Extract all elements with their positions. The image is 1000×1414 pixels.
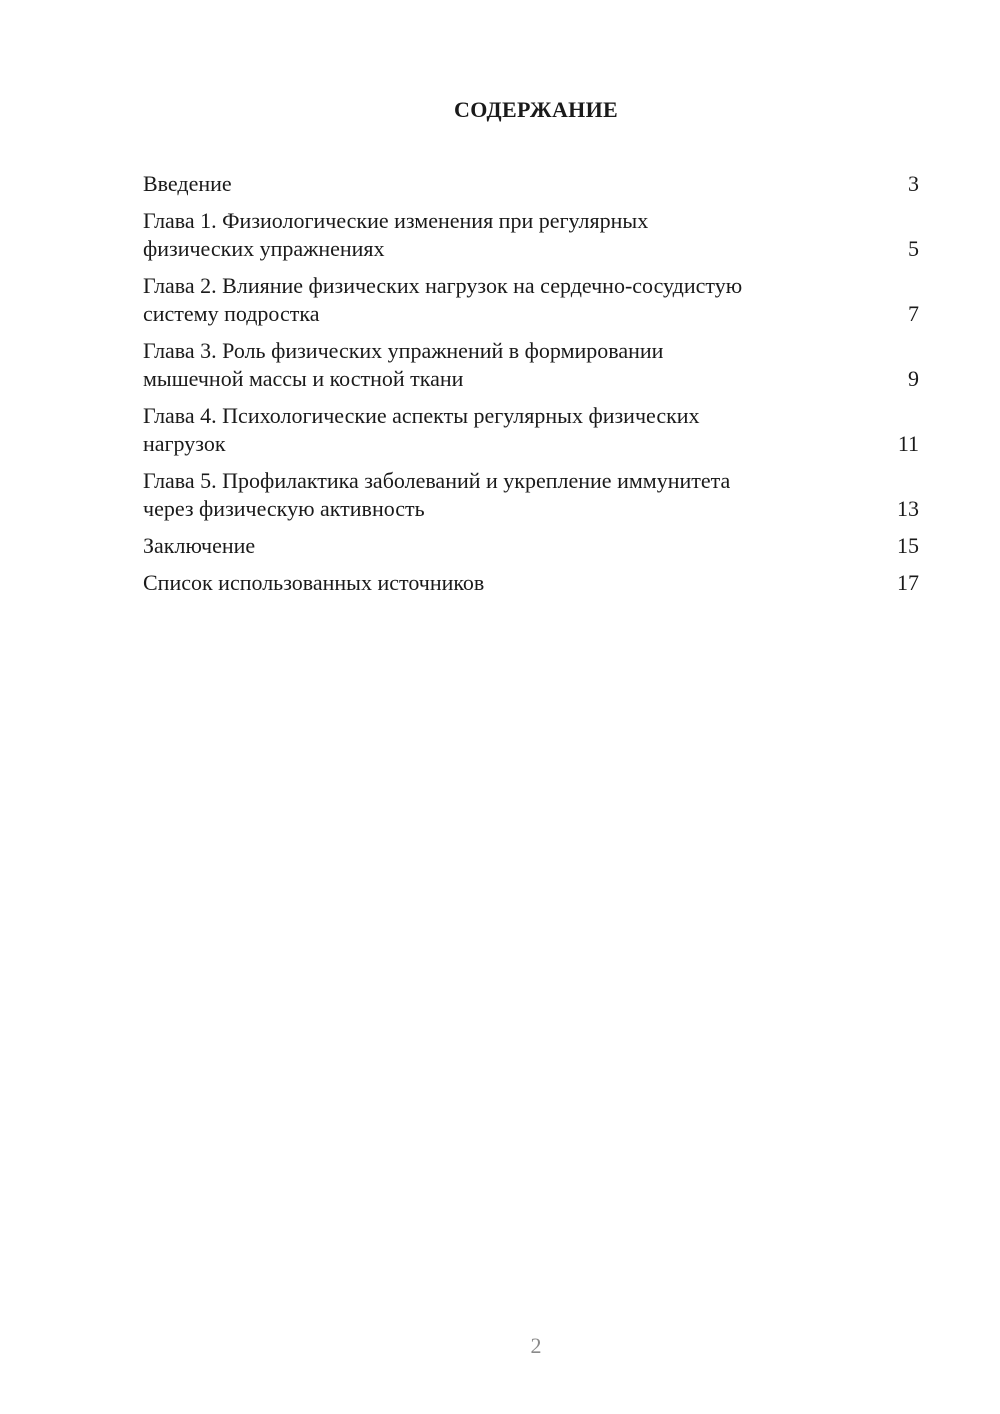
toc-entry-line: Глава 3. Роль физических упражнений в формировании (143, 338, 664, 363)
toc-entry-chapter-5 (143, 467, 919, 523)
toc-entry-line: мышечной массы и костной ткани (143, 366, 464, 391)
toc-entry-text (143, 402, 700, 458)
toc-entry-line: Введение (143, 171, 232, 196)
toc-entry-page: 11 (897, 431, 919, 456)
toc-entry-line: нагрузок (143, 431, 226, 456)
toc-entry-chapter-4 (143, 402, 919, 458)
toc-entry-page: 7 (908, 301, 919, 326)
toc-entry-text (143, 569, 484, 597)
toc-entry-line: Список использованных источников (143, 570, 485, 595)
toc-entry-line: Глава 5. Профилактика заболеваний и укрепление иммунитета (143, 468, 731, 493)
toc-entry-line: через физическую активность (143, 496, 425, 521)
toc-entry-page: 3 (908, 171, 919, 196)
toc-entry-line: систему подростка (143, 301, 320, 326)
toc-entry-chapter-2 (143, 272, 919, 328)
toc-entry-chapter-1 (143, 207, 919, 263)
toc-entry-text (143, 272, 742, 328)
toc-entry-text (143, 207, 648, 263)
toc-entry-line: физических упражнениях (143, 236, 385, 261)
toc-entry-page: 5 (908, 236, 919, 261)
toc-entry-chapter-3 (143, 337, 919, 393)
toc-entry-text (143, 337, 663, 393)
toc-entry-text (143, 467, 730, 523)
toc-entry-conclusion (143, 532, 919, 560)
table-of-contents (143, 170, 919, 606)
toc-entry-page: 9 (908, 366, 919, 391)
toc-entry-page: 15 (897, 533, 919, 558)
toc-entry-line: Глава 1. Физиологические изменения при регулярных (143, 208, 649, 233)
toc-entry-text (143, 532, 255, 560)
toc-entry-line: Заключение (143, 533, 256, 558)
toc-entry-line: Глава 4. Психологические аспекты регулярных физических (143, 403, 700, 428)
toc-entry-page: 17 (897, 570, 919, 595)
page-number: 2 (530, 1333, 542, 1358)
toc-entry-references (143, 569, 919, 597)
toc-entry-line: Глава 2. Влияние физических нагрузок на сердечно-сосудистую (143, 273, 743, 298)
toc-title: СОДЕРЖАНИЕ (454, 97, 618, 122)
toc-entry-text (143, 170, 232, 198)
toc-entry-introduction (143, 170, 919, 198)
toc-entry-page: 13 (897, 496, 919, 521)
